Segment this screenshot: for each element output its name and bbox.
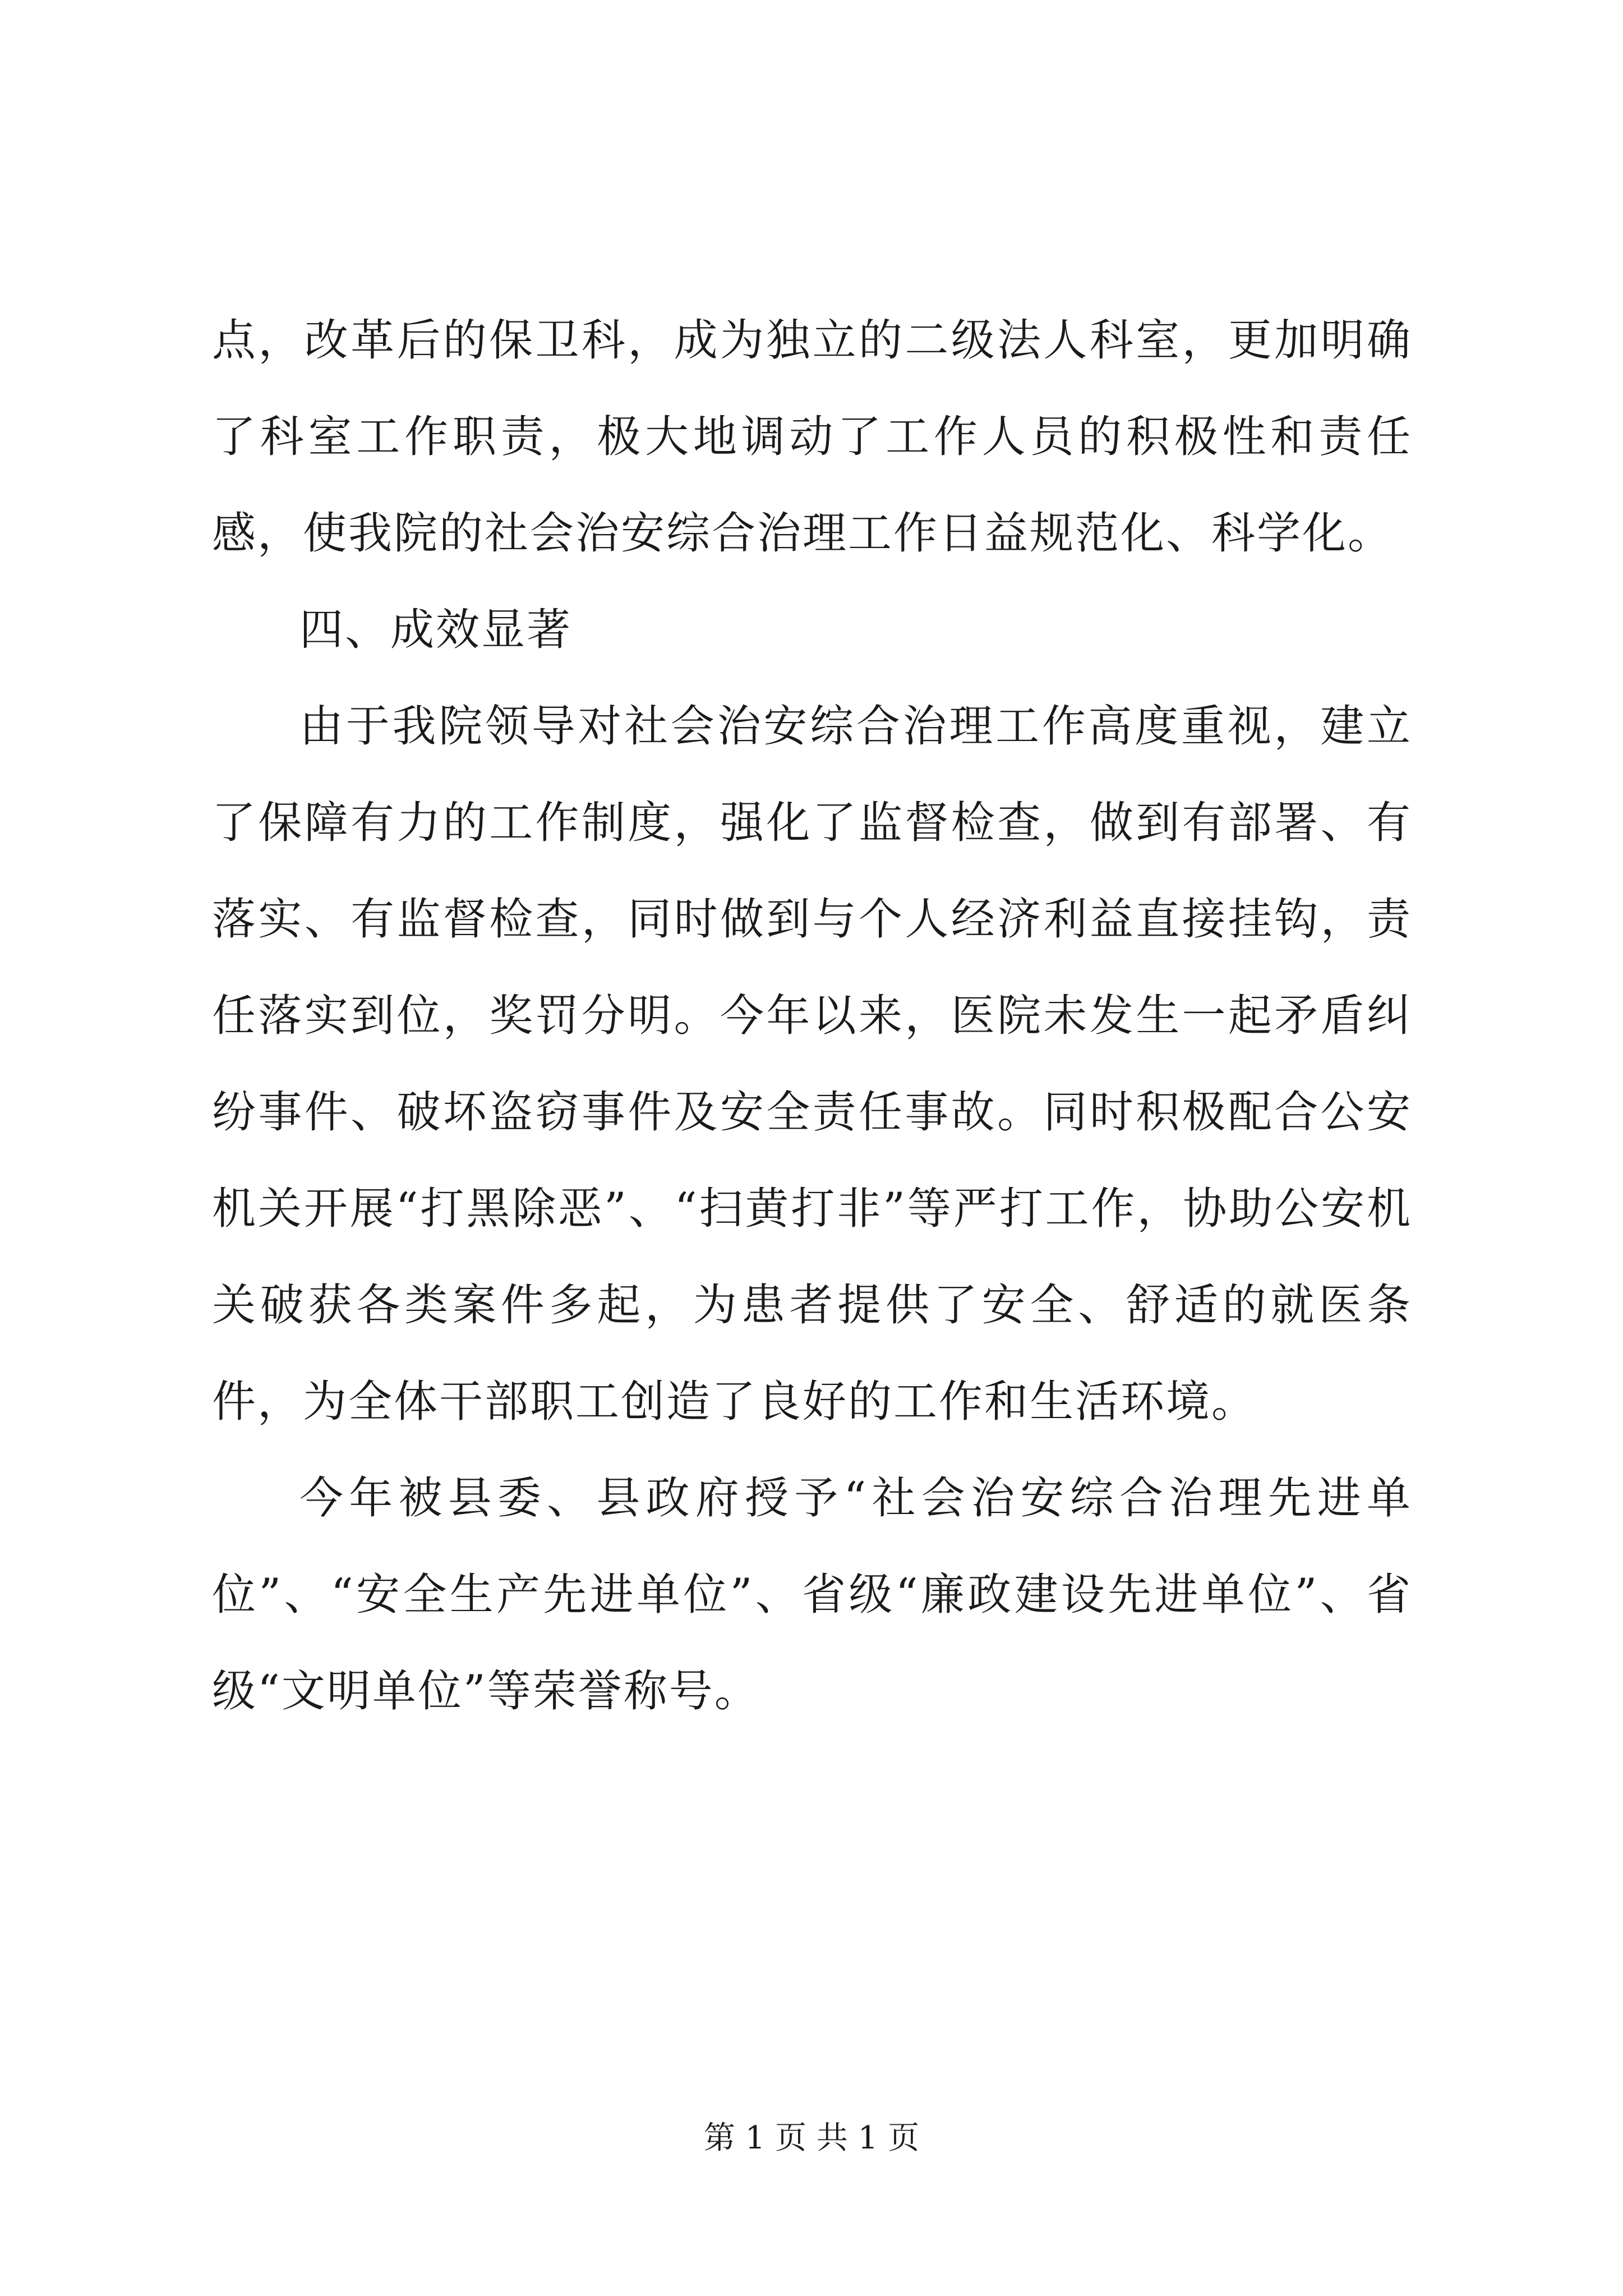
section-heading: 四、成效显著 <box>299 605 573 655</box>
document-body <box>212 292 1412 1740</box>
paragraph-continuation: 点，改革后的保卫科，成为独立的二级法人科室，更加明确了科室工作职责，极大地调动了工作人员的积极性和责任感，使我院的社会治安综合治理工作日益规范化、科学化。 <box>212 315 1412 559</box>
paragraph-honors: 今年被县委、县政府授予“社会治安综合治理先进单位”、“安全生产先进单位”、省级“廉政建设先进单位”、省级“文明单位”等荣誉称号。 <box>212 1473 1412 1717</box>
paragraph-results: 由于我院领导对社会治安综合治理工作高度重视，建立了保障有力的工作制度，强化了监督检查，做到有部署、有落实、有监督检查，同时做到与个人经济利益直接挂钩，责任落实到位，奖罚分明。今年以来，医院未发生一起矛盾纠纷事件、破坏盗窃事件及安全责任事故。同时积极配合公安机关开展“打黑除恶”、“扫黄打非”等严打工作，协助公安机关破获各类案件多起，为患者提供了安全、舒适的就医条件，为全体干部职工创造了良好的工作和生活环境。 <box>212 701 1412 1427</box>
page-footer: 第 1 页 共 1 页 <box>703 2120 920 2156</box>
